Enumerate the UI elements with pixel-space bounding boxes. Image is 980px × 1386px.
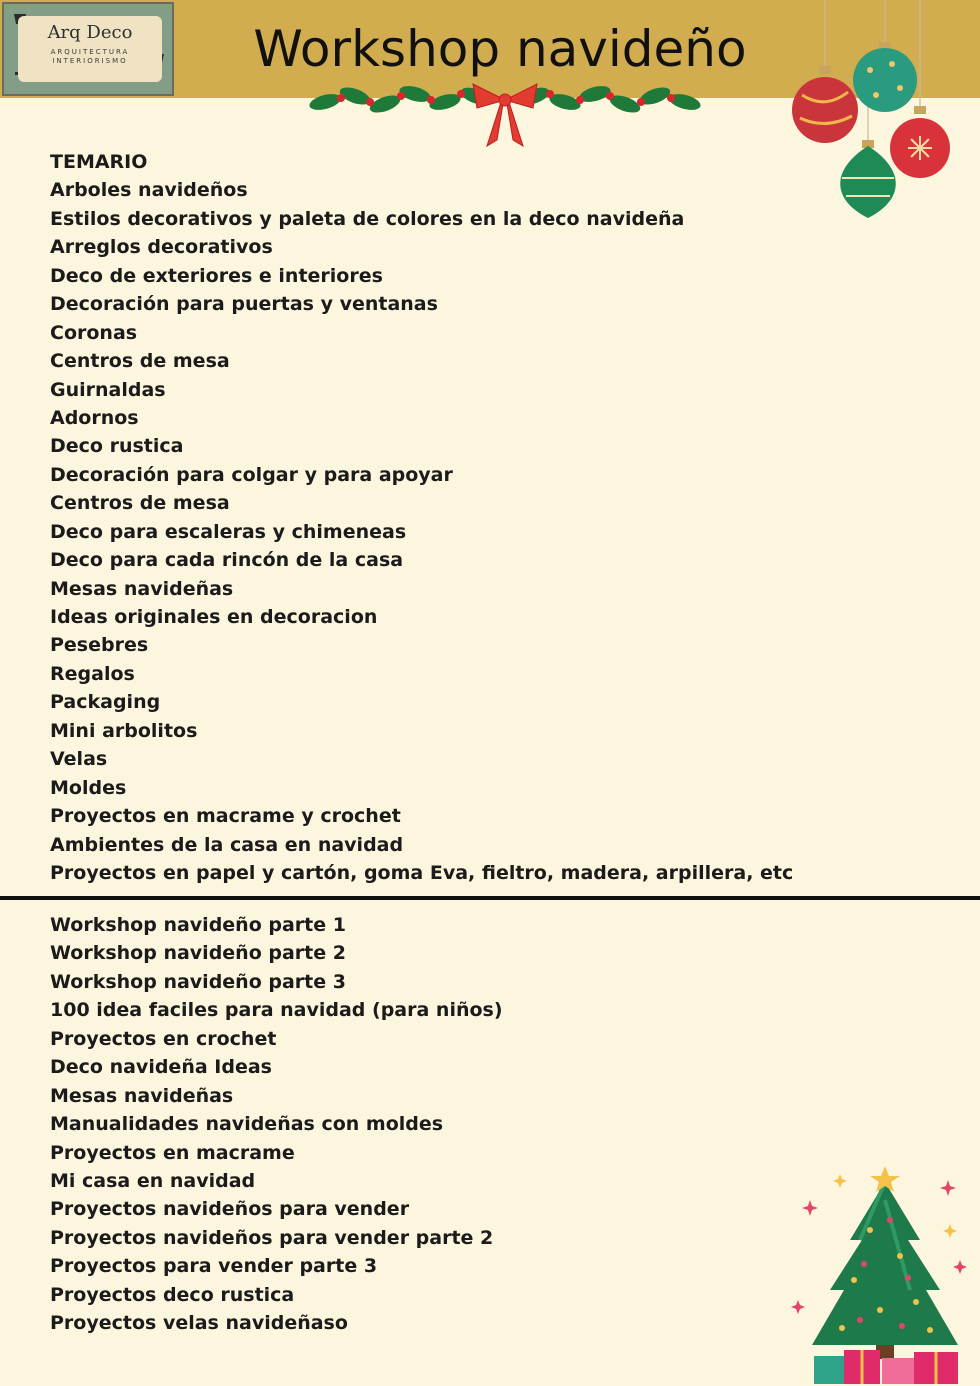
workshop-item: Deco navideña Ideas bbox=[50, 1056, 272, 1079]
workshop-item: Manualidades navideñas con moldes bbox=[50, 1113, 444, 1136]
logo bbox=[2, 2, 174, 96]
temario-item: Ambientes de la casa en navidad bbox=[50, 833, 404, 856]
workshop-item: Proyectos para vender parte 3 bbox=[50, 1255, 378, 1278]
christmas-tree-icon bbox=[790, 1160, 970, 1386]
temario-item: Deco rustica bbox=[50, 435, 184, 458]
temario-item: Decoración para colgar y para apoyar bbox=[50, 463, 453, 486]
temario-item: Adornos bbox=[50, 406, 139, 429]
workshop-item: Workshop navideño parte 3 bbox=[50, 970, 346, 993]
temario-item: Mini arbolitos bbox=[50, 719, 198, 742]
temario-item: Coronas bbox=[50, 321, 138, 344]
temario-list bbox=[50, 148, 793, 887]
temario-item: Packaging bbox=[50, 691, 161, 714]
workshop-item: 100 idea faciles para navidad (para niños) bbox=[50, 999, 503, 1022]
workshop-item: Proyectos en crochet bbox=[50, 1027, 277, 1050]
logo-subtitle-line1: ARQUITECTURA bbox=[50, 48, 130, 56]
workshop-item: Workshop navideño parte 2 bbox=[50, 942, 346, 965]
workshop-item: Proyectos deco rustica bbox=[50, 1283, 295, 1306]
temario-item: Centros de mesa bbox=[50, 350, 230, 373]
logo-subtitle bbox=[18, 48, 162, 66]
workshop-item: Proyectos navideños para vender bbox=[50, 1198, 410, 1221]
logo-subtitle-line2: INTERIORISMO bbox=[52, 57, 128, 65]
temario-item: Pesebres bbox=[50, 634, 149, 657]
temario-item: Arboles navideños bbox=[50, 179, 248, 202]
temario-item: Proyectos en macrame y crochet bbox=[50, 805, 401, 828]
temario-item: Moldes bbox=[50, 776, 127, 799]
workshop-item: Proyectos en macrame bbox=[50, 1141, 295, 1164]
temario-item: Regalos bbox=[50, 662, 135, 685]
logo-name: Arq Deco bbox=[47, 22, 133, 43]
temario-item: Deco para escaleras y chimeneas bbox=[50, 520, 407, 543]
workshop-item: Mi casa en navidad bbox=[50, 1169, 256, 1192]
temario-item: Deco para cada rincón de la casa bbox=[50, 549, 404, 572]
logo-plate bbox=[18, 16, 162, 82]
temario-item: Velas bbox=[50, 748, 108, 771]
workshop-item: Workshop navideño parte 1 bbox=[50, 914, 346, 936]
temario-item: Deco de exteriores e interiores bbox=[50, 264, 383, 287]
workshop-item: Proyectos velas navideñaso bbox=[50, 1312, 348, 1335]
workshops-list bbox=[50, 911, 503, 1338]
holly-garland-icon bbox=[305, 78, 705, 150]
workshop-item: Proyectos navideños para vender parte 2 bbox=[50, 1226, 494, 1249]
temario-item: Centros de mesa bbox=[50, 492, 230, 515]
christmas-ornaments-icon bbox=[790, 0, 960, 220]
temario-item: Arreglos decorativos bbox=[50, 236, 273, 259]
page-title: Workshop navideño bbox=[253, 20, 747, 78]
section-divider bbox=[0, 896, 980, 900]
temario-heading: TEMARIO bbox=[50, 151, 148, 173]
temario-item: Mesas navideñas bbox=[50, 577, 234, 600]
temario-item: Decoración para puertas y ventanas bbox=[50, 293, 438, 316]
temario-item: Proyectos en papel y cartón, goma Eva, fieltro, madera, arpillera, etc bbox=[50, 861, 794, 884]
workshop-item: Mesas navideñas bbox=[50, 1084, 234, 1107]
temario-item: Ideas originales en decoracion bbox=[50, 606, 378, 628]
temario-item: Guirnaldas bbox=[50, 378, 166, 401]
temario-item: Estilos decorativos y paleta de colores en la deco navideña bbox=[50, 207, 685, 230]
